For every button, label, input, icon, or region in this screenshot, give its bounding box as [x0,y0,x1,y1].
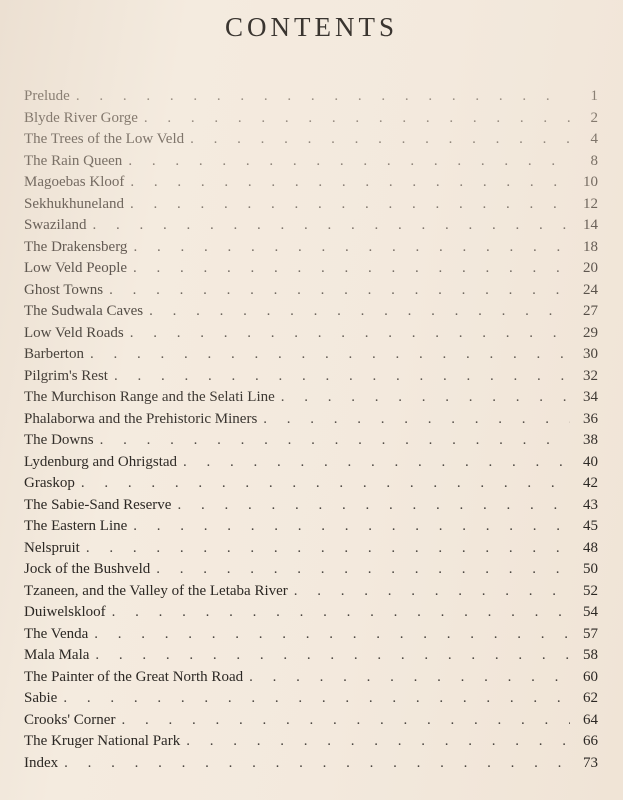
toc-entry-title: The Trees of the Low Veld [24,131,185,148]
toc-entry-page-number: 60 [583,668,598,685]
toc-entry-title: Graskop [24,475,75,492]
toc-entry [24,602,598,624]
toc-entry-title: The Painter of the Great North Road [24,668,244,685]
toc-entry [24,366,598,388]
toc-entry-page-number: 1 [590,88,598,105]
dot-leader [86,540,570,557]
toc-entry-title: The Downs [24,432,94,449]
toc-entry-page-number: 43 [583,496,598,513]
toc-entry-title: Pilgrim's Rest [24,367,108,384]
dot-leader [64,755,570,772]
toc-entry-page-number: 38 [583,432,598,449]
page-title: CONTENTS [225,12,398,42]
dot-leader [95,647,570,664]
toc-entry-title: Crooks' Corner [24,711,116,728]
dot-leader [144,110,570,127]
toc-entry-page-number: 62 [583,690,598,707]
toc-entry [24,473,598,495]
toc-entry-page-number: 24 [583,281,598,298]
toc-entry [24,710,598,732]
toc-entry-page-number: 42 [583,475,598,492]
toc-entry-page-number: 18 [583,238,598,255]
toc-entry-title: Sekhukhuneland [24,195,124,212]
toc-entry [24,538,598,560]
toc-entry-page-number: 32 [583,367,598,384]
dot-leader [177,497,570,514]
toc-entry [24,172,598,194]
toc-entry-page-number: 34 [583,389,598,406]
toc-entry-page-number: 30 [583,346,598,363]
dot-leader [81,475,570,492]
toc-entry-title: The Murchison Range and the Selati Line [24,389,275,406]
dot-leader [92,217,570,234]
toc-entry-page-number: 36 [583,410,598,427]
toc-entry-title: Barberton [24,346,84,363]
toc-entry-page-number: 50 [583,561,598,578]
toc-entry [24,430,598,452]
toc-entry-title: The Sabie-Sand Reserve [24,496,172,513]
toc-entry-page-number: 57 [583,625,598,642]
toc-entry [24,151,598,173]
toc-entry-page-number: 2 [590,109,598,126]
table-of-contents [24,86,598,774]
toc-entry-title: Phalaborwa and the Prehistoric Miners [24,410,258,427]
toc-entry-page-number: 27 [583,303,598,320]
toc-entry-title: Blyde River Gorge [24,109,138,126]
dot-leader [94,626,570,643]
toc-entry [24,280,598,302]
dot-leader [156,561,570,578]
dot-leader [263,411,570,428]
toc-entry-title: Magoebas Kloof [24,174,125,191]
toc-entry-title: Duiwelskloof [24,604,106,621]
toc-entry [24,108,598,130]
toc-entry-title: Sabie [24,690,58,707]
toc-entry-title: The Kruger National Park [24,733,181,750]
toc-entry [24,452,598,474]
toc-entry-page-number: 64 [583,711,598,728]
toc-entry-title: Low Veld People [24,260,128,277]
toc-entry [24,624,598,646]
dot-leader [133,260,570,277]
toc-entry [24,409,598,431]
toc-entry-page-number: 66 [583,733,598,750]
dot-leader [133,239,570,256]
toc-entry-title: Nelspruit [24,539,80,556]
toc-entry-page-number: 58 [583,647,598,664]
toc-entry-title: Jock of the Bushveld [24,561,151,578]
dot-leader [294,583,570,600]
toc-entry-title: Mala Mala [24,647,90,664]
dot-leader [121,712,570,729]
dot-leader [109,282,570,299]
toc-entry-title: Lydenburg and Ohrigstad [24,453,178,470]
dot-leader [130,196,570,213]
toc-entry-title: The Rain Queen [24,152,123,169]
toc-entry [24,645,598,667]
dot-leader [128,153,570,170]
toc-entry-page-number: 40 [583,453,598,470]
toc-entry [24,753,598,775]
toc-entry-title: Prelude [24,88,70,105]
toc-entry-title: The Eastern Line [24,518,128,535]
toc-entry-page-number: 10 [583,174,598,191]
dot-leader [112,604,570,621]
toc-entry-page-number: 14 [583,217,598,234]
toc-entry-page-number: 12 [583,195,598,212]
toc-entry [24,581,598,603]
dot-leader [130,325,570,342]
toc-entry-title: The Sudwala Caves [24,303,144,320]
dot-leader [90,346,570,363]
toc-entry [24,516,598,538]
toc-entry [24,215,598,237]
toc-entry [24,559,598,581]
toc-entry-page-number: 73 [583,754,598,771]
toc-entry [24,731,598,753]
toc-entry [24,129,598,151]
toc-entry-page-number: 20 [583,260,598,277]
toc-entry-page-number: 48 [583,539,598,556]
toc-entry-page-number: 4 [590,131,598,148]
toc-entry [24,237,598,259]
dot-leader [114,368,570,385]
dot-leader [249,669,570,686]
toc-entry [24,194,598,216]
toc-entry-title: The Venda [24,625,89,642]
toc-entry-page-number: 45 [583,518,598,535]
toc-entry [24,344,598,366]
toc-entry [24,667,598,689]
dot-leader [186,733,570,750]
toc-entry-page-number: 54 [583,604,598,621]
dot-leader [183,454,570,471]
toc-entry [24,301,598,323]
toc-entry [24,258,598,280]
dot-leader [190,131,570,148]
dot-leader [281,389,570,406]
toc-entry-title: Index [24,754,59,771]
toc-entry-title: Low Veld Roads [24,324,124,341]
toc-entry-page-number: 8 [590,152,598,169]
toc-entry [24,86,598,108]
toc-entry-page-number: 29 [583,324,598,341]
dot-leader [63,690,570,707]
toc-entry [24,323,598,345]
toc-entry-title: Ghost Towns [24,281,104,298]
toc-entry-page-number: 52 [583,582,598,599]
dot-leader [130,174,570,191]
dot-leader [100,432,570,449]
toc-entry-title: Tzaneen, and the Valley of the Letaba River [24,582,288,599]
toc-entry [24,387,598,409]
dot-leader [149,303,570,320]
toc-entry [24,688,598,710]
dot-leader [133,518,570,535]
toc-entry-title: Swaziland [24,217,87,234]
toc-entry-title: The Drakensberg [24,238,128,255]
toc-entry [24,495,598,517]
dot-leader [76,88,570,105]
